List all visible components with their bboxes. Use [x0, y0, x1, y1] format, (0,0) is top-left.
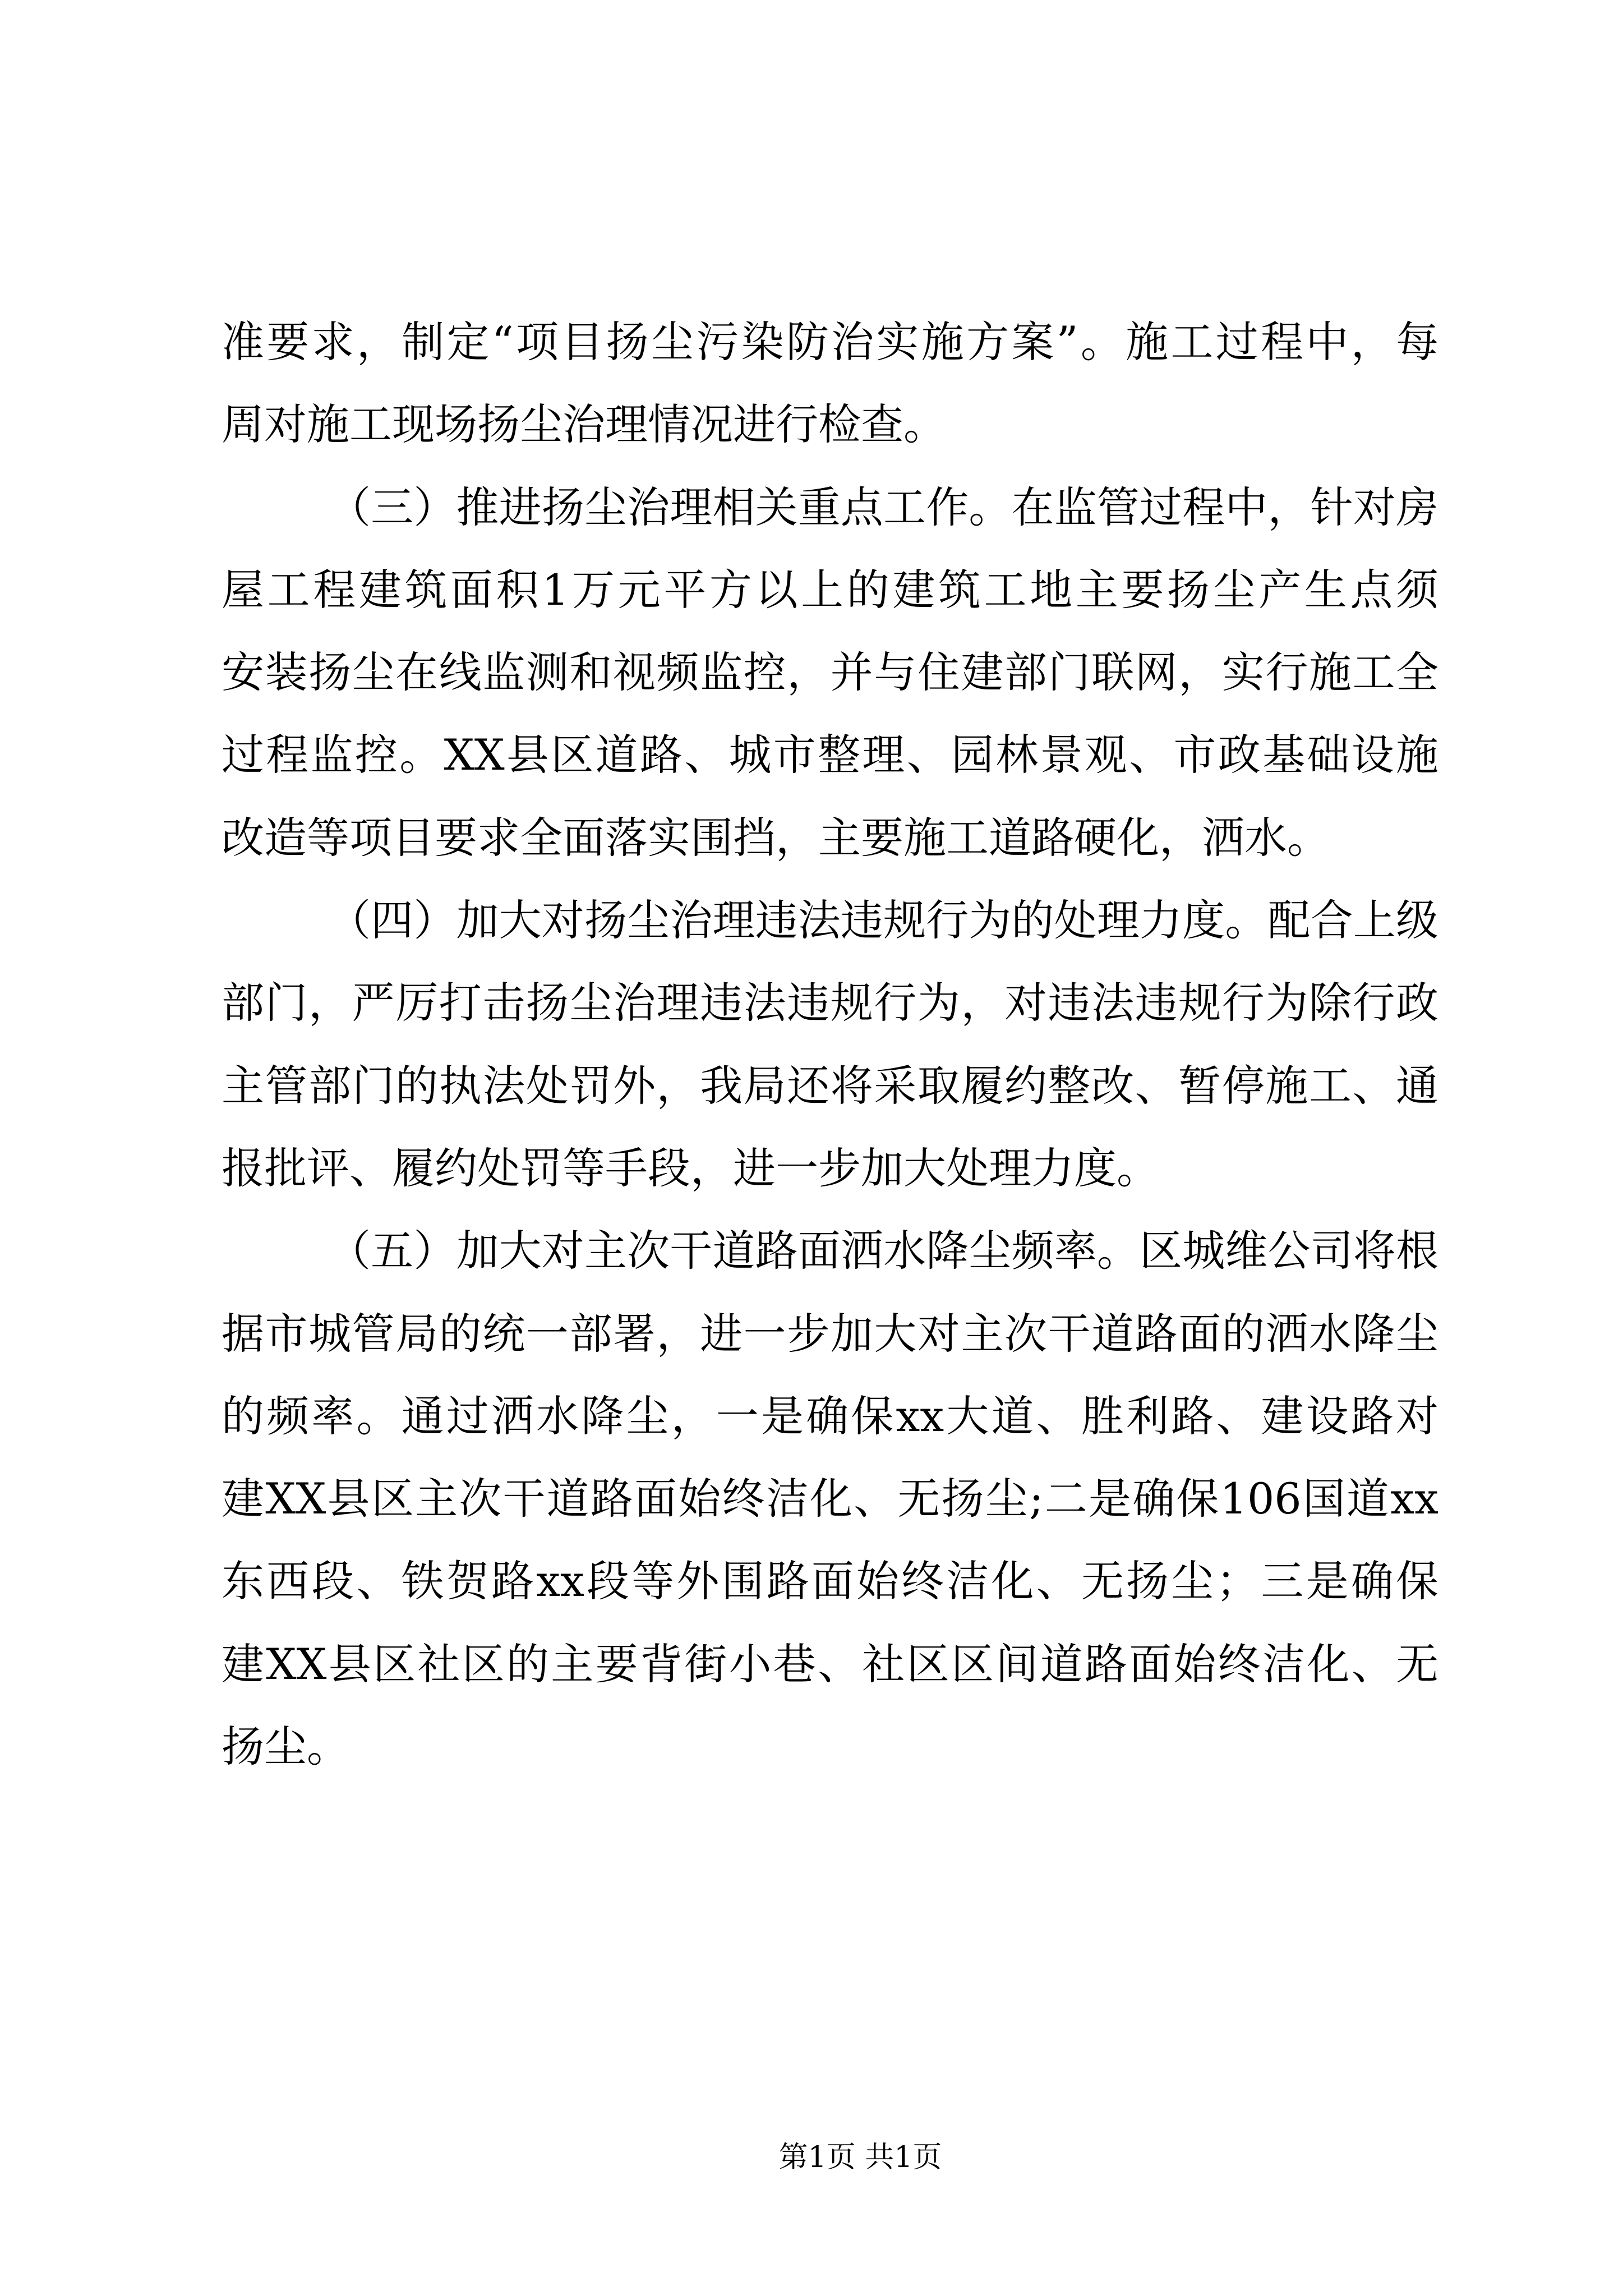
document-body	[222, 301, 1438, 1788]
text-line: 周对施工现场扬尘治理情况进行检查。	[222, 399, 946, 450]
text-line: 改造等项目要求全面落实围挡，主要施工道路硬化，洒水。	[222, 812, 1330, 863]
text-line: 主管部门的执法处罚外，我局还将采取履约整改、暂停施工、通	[222, 1060, 1438, 1111]
text-line: 报批评、履约处罚等手段，进一步加大处理力度。	[222, 1143, 1159, 1193]
text-line: 建XX县区主次干道路面始终洁化、无扬尘;二是确保106国道xx	[222, 1474, 1438, 1524]
text-line: 东西段、铁贺路xx段等外围路面始终洁化、无扬尘；三是确保	[222, 1556, 1438, 1607]
text-line: （五）加大对主次干道路面洒水降尘频率。区城维公司将根	[328, 1226, 1438, 1276]
paragraph	[222, 879, 1438, 1209]
text-line: 过程监控。XX县区道路、城市整理、园林景观、市政基础设施	[222, 730, 1438, 780]
text-line: 建XX县区社区的主要背街小巷、社区区间道路面始终洁化、无	[222, 1639, 1438, 1689]
page-number-footer: 第1页 共1页	[778, 2141, 942, 2174]
text-line: （四）加大对扬尘治理违法违规行为的处理力度。配合上级	[328, 895, 1438, 946]
text-line: 据市城管局的统一部署，进一步加大对主次干道路面的洒水降尘	[222, 1308, 1438, 1359]
text-line: 安装扬尘在线监测和视频监控，并与住建部门联网，实行施工全	[222, 647, 1438, 698]
paragraph	[222, 301, 1438, 466]
paragraph	[222, 466, 1438, 879]
text-line: 准要求，制定“项目扬尘污染防治实施方案”。施工过程中，每	[222, 317, 1438, 367]
text-line: 的频率。通过洒水降尘，一是确保xx大道、胜利路、建设路对	[222, 1391, 1438, 1441]
text-line: 屋工程建筑面积1万元平方以上的建筑工地主要扬尘产生点须	[222, 564, 1438, 615]
text-line: （三）推进扬尘治理相关重点工作。在监管过程中，针对房	[328, 482, 1438, 532]
paragraph	[222, 1209, 1438, 1788]
text-line: 部门，严厉打击扬尘治理违法违规行为，对违法违规行为除行政	[222, 978, 1438, 1028]
text-line: 扬尘。	[222, 1722, 349, 1772]
